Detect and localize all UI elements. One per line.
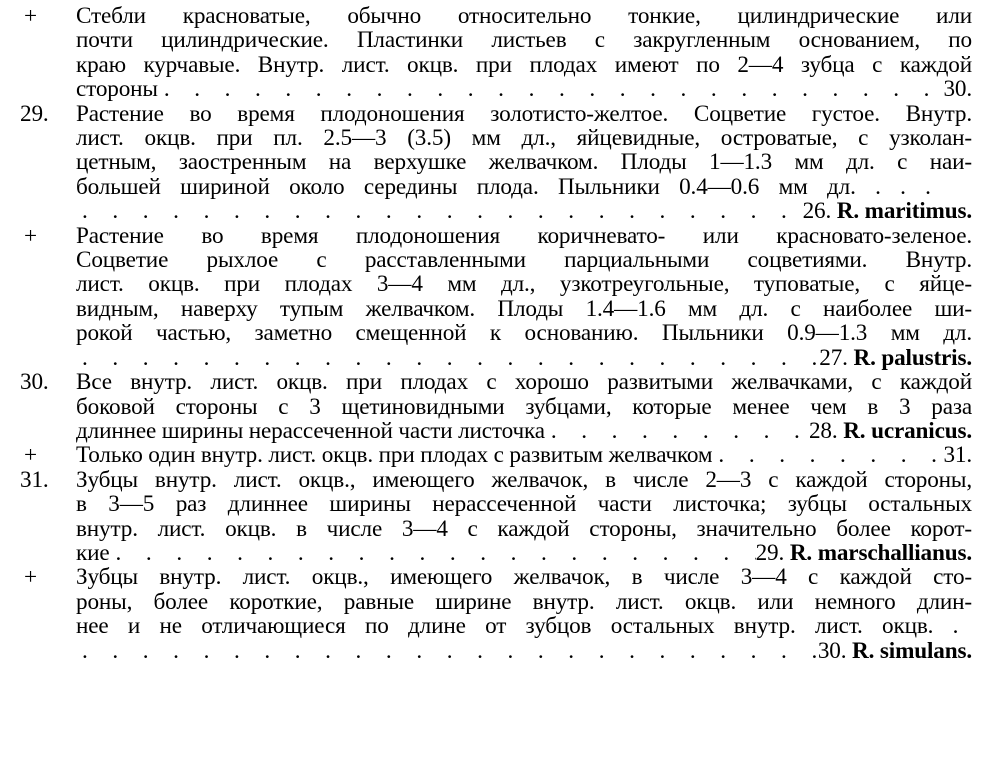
key-entry	[20, 443, 972, 467]
entry-marker: 31.	[20, 466, 49, 493]
entry-ref	[819, 346, 972, 370]
species-number: 27.	[819, 344, 848, 371]
entry-lead-line	[76, 77, 972, 101]
entry-line: Растение во время плодоношения золотисто-желтое. Соцветие густое. Внутр.	[76, 101, 972, 127]
entry-ref	[818, 639, 972, 663]
entry-last-text: стороны	[76, 76, 158, 103]
leader-dots	[76, 199, 803, 223]
entry-marker: +	[24, 442, 37, 469]
entry-ref	[809, 419, 972, 443]
species-name: R. simulans.	[852, 637, 972, 664]
leader-dots	[76, 639, 818, 663]
entry-last-text: кие	[76, 539, 110, 566]
key-entry	[20, 565, 972, 663]
entry-line: краю курчавые. Внутр. лист. окцв. при плодах имеют по 2—4 зубца с каждой	[76, 52, 972, 78]
entry-line: роны, более короткие, равные ширине внутр. лист. окцв. или немного длин-	[76, 589, 972, 615]
leader-dots	[545, 419, 809, 443]
leader-dots	[110, 541, 756, 565]
entry-lead-line	[76, 639, 972, 663]
entry-line: лист. окцв. при пл. 2.5—3 (3.5) мм дл., яйцевидные, островатые, с узколан-	[76, 126, 972, 151]
entry-marker: 30.	[20, 369, 49, 396]
entry-line: боковой стороны с 3 щетиновидными зубцами, которые менее чем в 3 раза	[76, 394, 972, 419]
entry-lead-line	[76, 541, 972, 565]
entry-marker: +	[24, 564, 37, 591]
species-number: 26.	[802, 198, 832, 225]
entry-line: нее и не отличающиеся по длине от зубцов остальных внутр. лист. окцв. .	[76, 614, 959, 639]
entry-marker: +	[24, 3, 37, 29]
entry-lead-line	[76, 346, 972, 370]
entry-line: лист. окцв. при плодах 3—4 мм дл., узкотреугольные, туповатые, с яйце-	[76, 272, 972, 297]
entry-line: видным, наверху тупым желвачком. Плоды 1.4—1.6 мм дл. с наиболее ши-	[76, 296, 972, 322]
entry-last-text: Только один внутр. лист. окцв. при плодах с развитым желвачком	[76, 442, 713, 469]
key-entry	[20, 102, 972, 224]
entry-line: большей шириной около середины плода. Пыльники 0.4—0.6 мм дл. . . .	[76, 174, 931, 200]
entry-line: рокой частью, заметно смещенной к основанию. Пыльники 0.9—1.3 мм дл.	[76, 321, 972, 346]
species-name: R. marschallianus.	[789, 539, 972, 566]
entry-line: внутр. лист. окцв. в числе 3—4 с каждой стороны, значительно более корот-	[76, 516, 972, 541]
entry-ref	[803, 199, 972, 223]
species-number: 30.	[817, 637, 847, 664]
entry-marker: 29.	[20, 100, 49, 127]
entry-ref: 31.	[943, 442, 972, 469]
key-entry	[20, 224, 972, 370]
entry-last-text: длиннее ширины нерассеченной части листочка	[76, 417, 545, 444]
entry-line: Зубцы внутр. лист. окцв., имеющего желвачок, в числе 2—3 с каждой стороны,	[76, 467, 972, 493]
entry-line: Зубцы внутр. лист. окцв., имеющего желвачок, в числе 3—4 с каждой сто-	[76, 565, 972, 590]
entry-line: Растение во время плодоношения коричневато- или красновато-зеленое.	[76, 223, 972, 249]
entry-line: Стебли красноватые, обычно относительно тонкие, цилиндрические или	[76, 4, 972, 29]
entry-ref: 30.	[943, 76, 972, 103]
species-name: R. ucranicus.	[843, 417, 972, 444]
leader-dots	[76, 346, 819, 370]
species-name: R. maritimus.	[836, 198, 972, 225]
entry-line: Соцветие рыхлое с расставленными парциальными соцветиями. Внутр.	[76, 248, 972, 273]
species-name: R. palustris.	[853, 344, 972, 371]
entry-line: Все внутр. лист. окцв. при плодах с хорошо развитыми желвачками, с каждой	[76, 370, 972, 395]
entry-ref	[756, 541, 972, 565]
key-entry	[20, 4, 972, 102]
species-number: 29.	[755, 539, 785, 566]
entry-lead-line	[76, 199, 972, 223]
species-number: 28.	[808, 417, 838, 444]
entry-lead-line	[76, 419, 972, 443]
key-entry	[20, 370, 972, 443]
entry-marker: +	[24, 222, 37, 249]
leader-dots	[712, 443, 943, 467]
entry-line: цетным, заостренным на верхушке желвачком. Плоды 1—1.3 мм дл. с наи-	[76, 150, 972, 175]
leader-dots	[158, 77, 944, 101]
entry-lead-line	[76, 443, 972, 467]
entry-line: почти цилиндрические. Пластинки листьев с закругленным основанием, по	[76, 28, 972, 53]
key-entry	[20, 468, 972, 566]
entry-line: в 3—5 раз длиннее ширины нерассеченной части листочка; зубцы остальных	[76, 492, 972, 517]
